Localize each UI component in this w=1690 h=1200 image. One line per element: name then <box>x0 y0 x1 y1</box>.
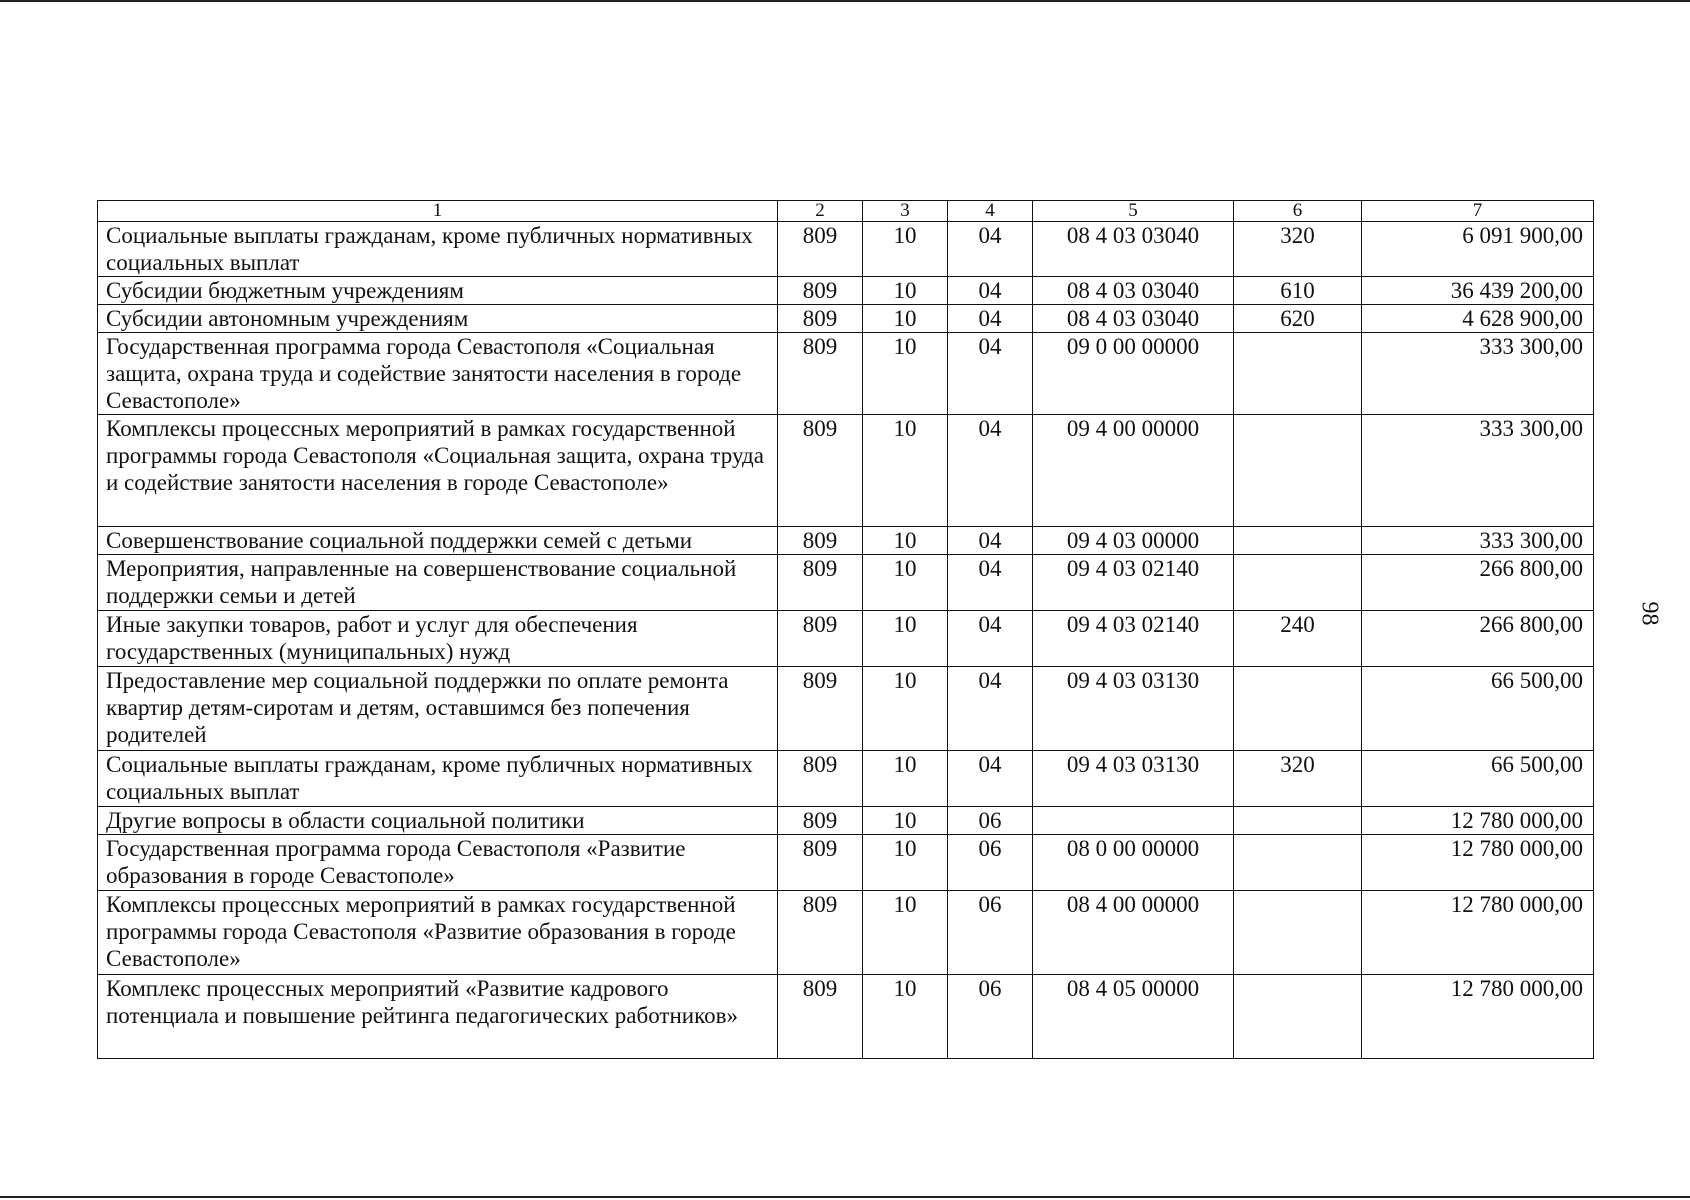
row-code-5: 09 4 03 02140 <box>1033 611 1234 667</box>
row-code-6: 620 <box>1234 305 1362 333</box>
row-code-5: 08 4 00 00000 <box>1033 891 1234 975</box>
row-code-4: 04 <box>948 277 1033 305</box>
row-code-6 <box>1234 415 1362 527</box>
row-code-6 <box>1234 891 1362 975</box>
row-name: Комплекс процессных мероприятий «Развитие кадрового потенциала и повышение рейтинга педагогических работников» <box>98 975 778 1059</box>
row-name: Комплексы процессных мероприятий в рамках государственной программы города Севастополя «Социальная защита, охрана труда и содействие занятости населения в городе Севастополе» <box>98 415 778 527</box>
row-code-2: 809 <box>778 555 863 611</box>
row-name: Предоставление мер социальной поддержки по оплате ремонта квартир детям-сиротам и детям, оставшимся без попечения родителей <box>98 667 778 751</box>
row-code-6: 240 <box>1234 611 1362 667</box>
row-code-5: 09 4 03 02140 <box>1033 555 1234 611</box>
row-amount: 66 500,00 <box>1362 751 1594 807</box>
col-header-5: 5 <box>1033 201 1234 222</box>
row-code-2: 809 <box>778 222 863 277</box>
row-code-5: 08 4 03 03040 <box>1033 222 1234 277</box>
row-code-2: 809 <box>778 527 863 555</box>
table-row <box>98 751 1594 807</box>
row-code-4: 06 <box>948 975 1033 1059</box>
row-code-6 <box>1234 975 1362 1059</box>
table-row <box>98 415 1594 527</box>
table-row <box>98 611 1594 667</box>
row-name: Совершенствование социальной поддержки семей с детьми <box>98 527 778 555</box>
row-code-6 <box>1234 333 1362 415</box>
page-number: 98 <box>1636 601 1663 626</box>
row-code-5: 09 0 00 00000 <box>1033 333 1234 415</box>
row-code-3: 10 <box>863 667 948 751</box>
row-code-2: 809 <box>778 305 863 333</box>
row-code-3: 10 <box>863 751 948 807</box>
row-code-4: 06 <box>948 807 1033 835</box>
row-name: Субсидии бюджетным учреждениям <box>98 277 778 305</box>
row-code-3: 10 <box>863 611 948 667</box>
row-code-5: 09 4 03 00000 <box>1033 527 1234 555</box>
row-amount: 12 780 000,00 <box>1362 891 1594 975</box>
row-code-2: 809 <box>778 975 863 1059</box>
row-code-5: 08 4 03 03040 <box>1033 305 1234 333</box>
row-code-6 <box>1234 807 1362 835</box>
row-code-5: 08 0 00 00000 <box>1033 835 1234 891</box>
col-header-6: 6 <box>1234 201 1362 222</box>
row-name: Иные закупки товаров, работ и услуг для обеспечения государственных (муниципальных) нужд <box>98 611 778 667</box>
row-code-2: 809 <box>778 415 863 527</box>
row-code-2: 809 <box>778 835 863 891</box>
row-code-3: 10 <box>863 975 948 1059</box>
row-code-3: 10 <box>863 305 948 333</box>
row-amount: 4 628 900,00 <box>1362 305 1594 333</box>
row-code-4: 04 <box>948 667 1033 751</box>
row-name: Государственная программа города Севастополя «Развитие образования в городе Севастополе» <box>98 835 778 891</box>
row-amount: 12 780 000,00 <box>1362 975 1594 1059</box>
row-name: Социальные выплаты гражданам, кроме публичных нормативных социальных выплат <box>98 222 778 277</box>
table-row <box>98 667 1594 751</box>
table-row <box>98 277 1594 305</box>
row-code-3: 10 <box>863 807 948 835</box>
row-code-2: 809 <box>778 611 863 667</box>
row-code-2: 809 <box>778 891 863 975</box>
row-code-2: 809 <box>778 277 863 305</box>
row-name: Социальные выплаты гражданам, кроме публичных нормативных социальных выплат <box>98 751 778 807</box>
row-code-4: 04 <box>948 415 1033 527</box>
row-code-5: 09 4 03 03130 <box>1033 667 1234 751</box>
scan-border-top <box>0 0 1690 2</box>
row-code-5 <box>1033 807 1234 835</box>
row-amount: 6 091 900,00 <box>1362 222 1594 277</box>
row-amount: 12 780 000,00 <box>1362 807 1594 835</box>
table-row <box>98 975 1594 1059</box>
table-row <box>98 835 1594 891</box>
table-row <box>98 305 1594 333</box>
row-code-6 <box>1234 527 1362 555</box>
row-amount: 12 780 000,00 <box>1362 835 1594 891</box>
row-name: Комплексы процессных мероприятий в рамках государственной программы города Севастополя «Развитие образования в городе Севастополе» <box>98 891 778 975</box>
row-code-3: 10 <box>863 415 948 527</box>
row-code-3: 10 <box>863 555 948 611</box>
row-code-2: 809 <box>778 751 863 807</box>
table-row <box>98 807 1594 835</box>
table-row <box>98 333 1594 415</box>
table-body <box>98 222 1594 1059</box>
col-header-2: 2 <box>778 201 863 222</box>
table-row <box>98 222 1594 277</box>
row-code-3: 10 <box>863 527 948 555</box>
table-row <box>98 555 1594 611</box>
row-code-4: 04 <box>948 527 1033 555</box>
row-amount: 266 800,00 <box>1362 611 1594 667</box>
row-code-6: 320 <box>1234 222 1362 277</box>
table-row <box>98 891 1594 975</box>
row-code-5: 08 4 03 03040 <box>1033 277 1234 305</box>
row-code-2: 809 <box>778 333 863 415</box>
row-code-5: 09 4 03 03130 <box>1033 751 1234 807</box>
row-amount: 36 439 200,00 <box>1362 277 1594 305</box>
row-code-4: 04 <box>948 611 1033 667</box>
table-header <box>98 201 1594 222</box>
row-name: Государственная программа города Севастополя «Социальная защита, охрана труда и содействие занятости населения в городе Севастополе» <box>98 333 778 415</box>
row-code-4: 04 <box>948 333 1033 415</box>
col-header-3: 3 <box>863 201 948 222</box>
row-code-4: 06 <box>948 891 1033 975</box>
scan-border-bottom <box>0 1196 1690 1198</box>
row-name: Субсидии автономным учреждениям <box>98 305 778 333</box>
row-name: Мероприятия, направленные на совершенствование социальной поддержки семьи и детей <box>98 555 778 611</box>
row-code-4: 06 <box>948 835 1033 891</box>
row-code-3: 10 <box>863 277 948 305</box>
row-amount: 333 300,00 <box>1362 415 1594 527</box>
row-code-4: 04 <box>948 305 1033 333</box>
row-amount: 266 800,00 <box>1362 555 1594 611</box>
row-code-3: 10 <box>863 891 948 975</box>
row-code-5: 09 4 00 00000 <box>1033 415 1234 527</box>
col-header-1: 1 <box>98 201 778 222</box>
row-code-2: 809 <box>778 667 863 751</box>
row-code-3: 10 <box>863 333 948 415</box>
row-code-3: 10 <box>863 835 948 891</box>
row-code-6: 610 <box>1234 277 1362 305</box>
col-header-7: 7 <box>1362 201 1594 222</box>
row-amount: 66 500,00 <box>1362 667 1594 751</box>
row-code-6 <box>1234 555 1362 611</box>
budget-table <box>97 200 1594 1059</box>
row-code-4: 04 <box>948 222 1033 277</box>
row-code-4: 04 <box>948 751 1033 807</box>
table-row <box>98 527 1594 555</box>
col-header-4: 4 <box>948 201 1033 222</box>
row-code-4: 04 <box>948 555 1033 611</box>
row-amount: 333 300,00 <box>1362 333 1594 415</box>
row-code-5: 08 4 05 00000 <box>1033 975 1234 1059</box>
row-code-3: 10 <box>863 222 948 277</box>
row-amount: 333 300,00 <box>1362 527 1594 555</box>
row-code-6: 320 <box>1234 751 1362 807</box>
row-name: Другие вопросы в области социальной политики <box>98 807 778 835</box>
row-code-6 <box>1234 835 1362 891</box>
row-code-2: 809 <box>778 807 863 835</box>
header-row <box>98 201 1594 222</box>
row-code-6 <box>1234 667 1362 751</box>
